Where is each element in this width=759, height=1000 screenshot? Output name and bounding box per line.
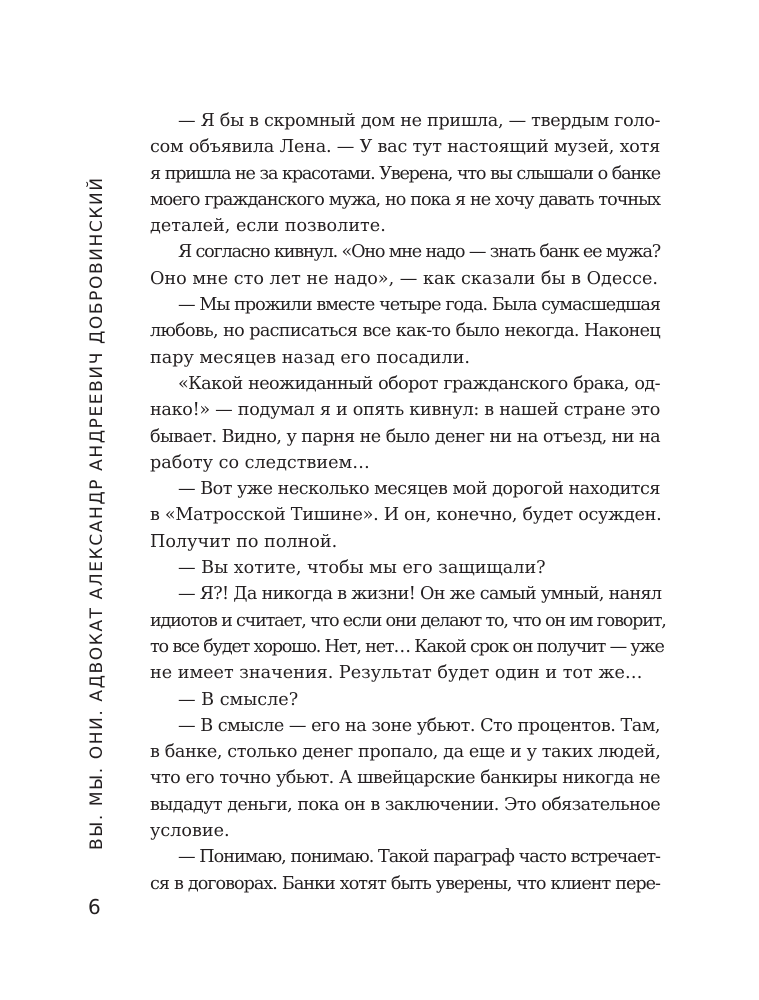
- page-number: 6: [88, 895, 101, 919]
- text-line: — В смысле — его на зоне убьют. Сто процентов. Там,: [178, 715, 660, 736]
- text-line: бывает. Видно, у парня не было денег ни на отъезд, ни на: [150, 426, 660, 447]
- text-line: Я согласно кивнул. «Оно мне надо — знать банк ее мужа?: [178, 242, 660, 263]
- text-line: деталей, если позволите.: [150, 216, 386, 237]
- text-line: любовь, но расписаться все как-то было некогда. Наконец: [150, 321, 660, 342]
- text-line: «Какой неожиданный оборот гражданского брака, од-: [178, 373, 660, 394]
- text-line: — Мы прожили вместе четыре года. Была сумасшедшая: [178, 295, 660, 316]
- text-line: то все будет хорошо. Нет, нет… Какой срок он получит — уже: [150, 636, 664, 657]
- text-line: Получит по полной.: [150, 531, 338, 552]
- text-line: — Вы хотите, чтобы мы его защищали?: [178, 558, 546, 579]
- text-line: работу со следствием…: [150, 452, 370, 473]
- text-line: — Понимаю, понимаю. Такой параграф часто встречает-: [178, 847, 660, 868]
- text-line: ся в договорах. Банки хотят быть уверены, что клиент пере-: [150, 873, 660, 894]
- text-line: пару месяцев назад его посадили.: [150, 347, 470, 368]
- text-line: в «Матросской Тишине». И он, конечно, будет осужден.: [150, 505, 662, 526]
- text-line: моего гражданского мужа, но пока я не хочу давать точных: [150, 189, 660, 210]
- text-line: — Вот уже несколько месяцев мой дорогой находится: [178, 479, 660, 500]
- text-line: Оно мне сто лет не надо», — как сказали бы в Одессе.: [150, 268, 659, 289]
- running-head: ВЫ. МЫ. ОНИ. АДВОКАТ АЛЕКСАНДР АНДРЕЕВИЧ ДОБРОВИНСКИЙ: [87, 176, 107, 850]
- text-line: условие.: [150, 821, 230, 842]
- body-text: [150, 108, 666, 897]
- text-line: в банке, столько денег пропало, да еще и у таких людей,: [150, 742, 661, 763]
- text-line: — Я?! Да никогда в жизни! Он же самый умный, нанял: [178, 584, 662, 605]
- text-line: нако!» — подумал я и опять кивнул: в нашей стране это: [150, 400, 660, 421]
- text-line: — Я бы в скромный дом не пришла, — твердым голо-: [178, 111, 661, 131]
- text-line: не имеет значения. Результат будет один и тот же…: [150, 663, 643, 684]
- text-line: — В смысле?: [178, 689, 299, 710]
- text-line: что его точно убьют. А швейцарские банкиры никогда не: [150, 768, 660, 789]
- text-line: идиотов и считает, что если они делают то, что он им говорит,: [150, 610, 666, 631]
- text-line: я пришла не за красотами. Уверена, что вы слышали о банке: [150, 163, 660, 184]
- text-line: выдадут деньги, пока он в заключении. Это обязательное: [150, 794, 660, 815]
- text-line: сом объявила Лена. — У вас тут настоящий музей, хотя: [150, 137, 661, 158]
